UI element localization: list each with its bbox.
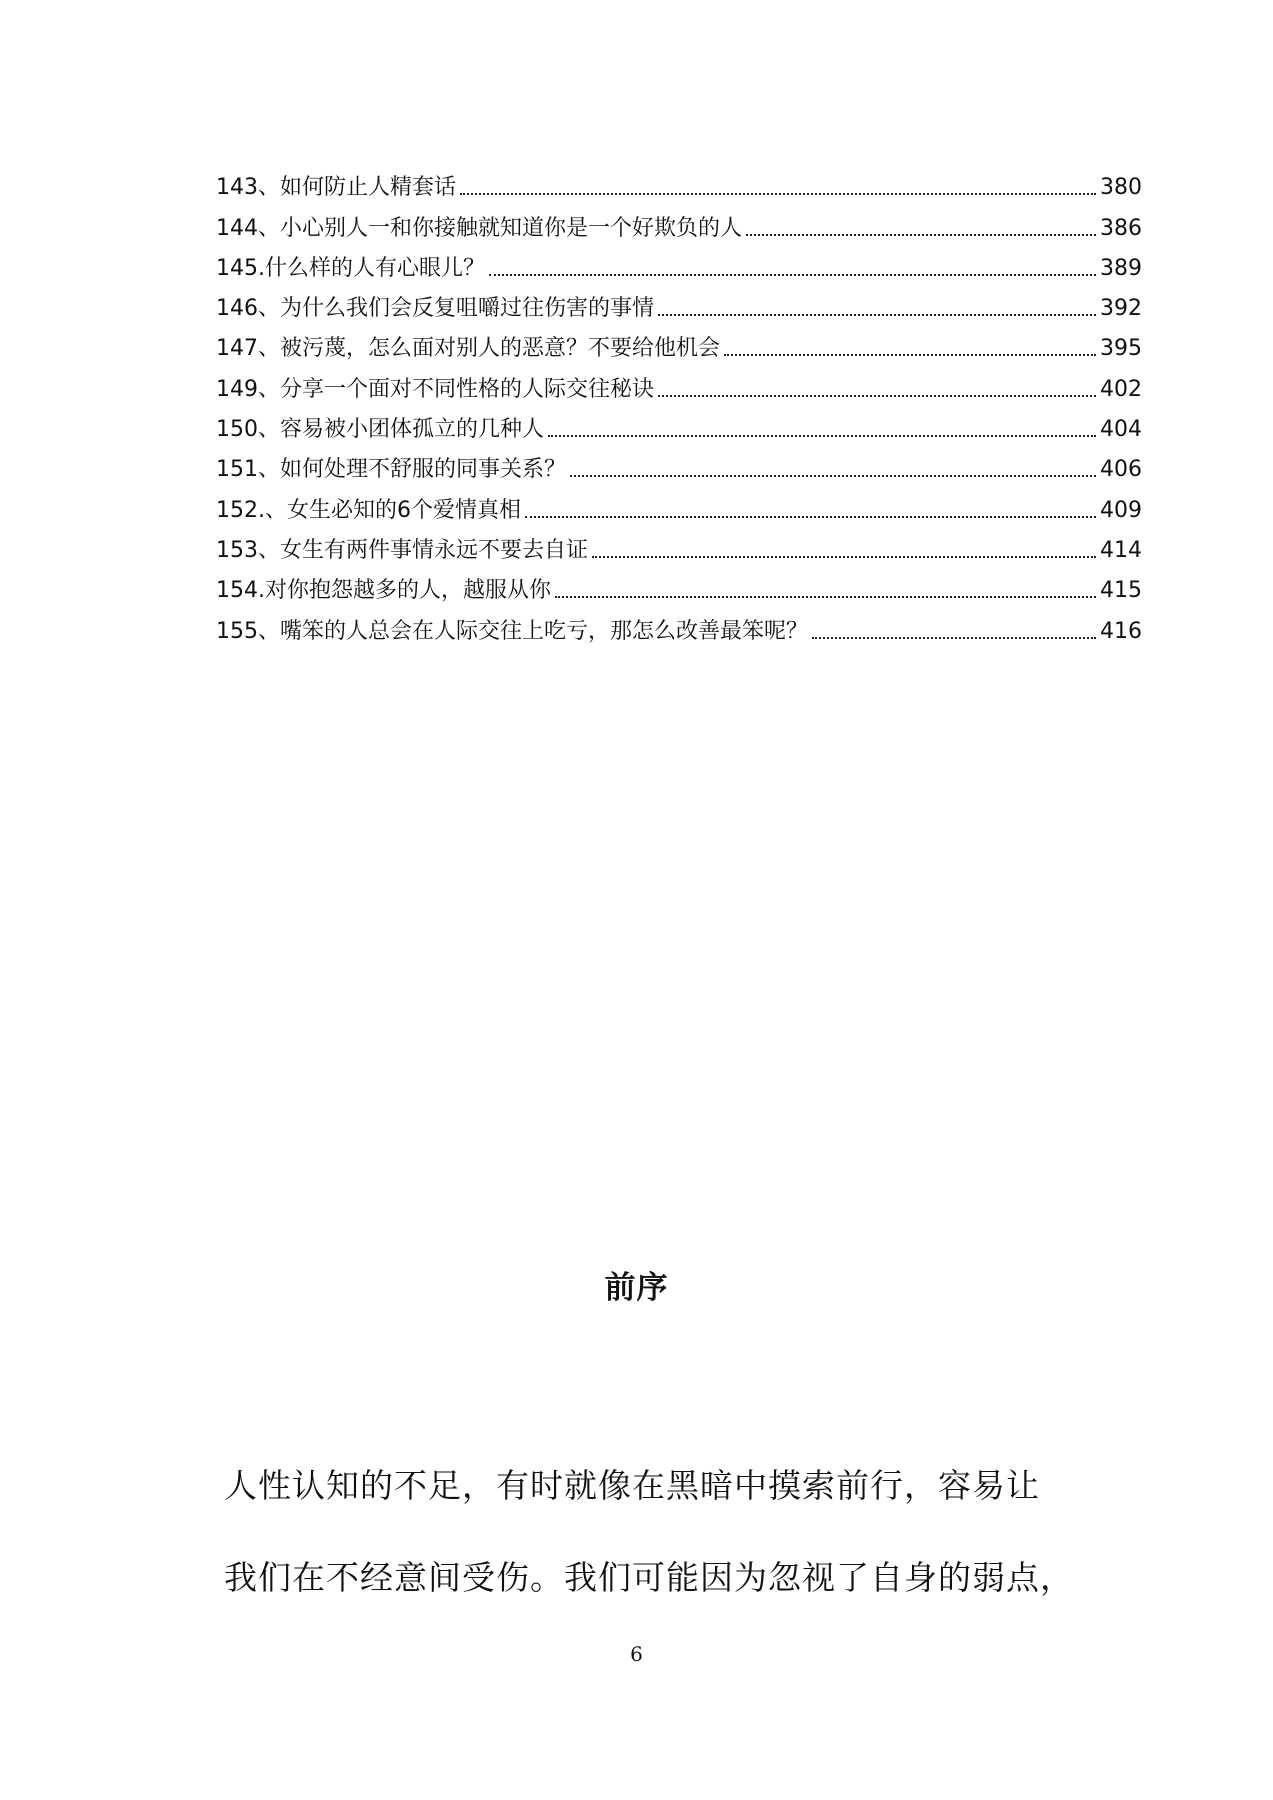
preface-body xyxy=(224,1440,1104,1624)
toc-entry-page: 415 xyxy=(1100,578,1142,604)
toc-entry-page: 404 xyxy=(1100,417,1142,443)
toc-entry-title: 144、小心别人一和你接触就知道你是一个好欺负的人 xyxy=(216,215,742,241)
toc-dot-leader xyxy=(746,234,1096,236)
toc-entry-page: 389 xyxy=(1100,255,1142,281)
preface-line: 人性认知的不足，有时就像在黑暗中摸索前行，容易让 xyxy=(224,1466,1040,1505)
toc-entry-title: 149、分享一个面对不同性格的人际交往秘诀 xyxy=(216,376,654,402)
toc-entry-page: 380 xyxy=(1100,175,1142,201)
toc-entry-page: 392 xyxy=(1100,296,1142,322)
preface-heading: 前序 xyxy=(604,1270,669,1306)
toc-dot-leader xyxy=(489,274,1096,276)
toc-entry[interactable] xyxy=(216,484,1142,524)
toc-entry[interactable] xyxy=(216,283,1142,323)
toc-entry[interactable] xyxy=(216,202,1142,242)
page-number: 6 xyxy=(630,1642,643,1666)
toc-dot-leader xyxy=(812,637,1096,639)
toc-entry-title: 152.、女生必知的6个爱情真相 xyxy=(216,497,521,523)
toc-entry[interactable] xyxy=(216,444,1142,484)
toc-entry-title: 150、容易被小团体孤立的几种人 xyxy=(216,417,544,443)
table-of-contents xyxy=(216,162,1142,646)
toc-entry-page: 406 xyxy=(1100,457,1142,483)
toc-entry[interactable] xyxy=(216,565,1142,605)
toc-entry-title: 151、如何处理不舒服的同事关系？ xyxy=(216,457,566,483)
toc-entry-page: 409 xyxy=(1100,497,1142,523)
toc-entry-page: 416 xyxy=(1100,618,1142,644)
toc-entry-title: 153、女生有两件事情永远不要去自证 xyxy=(216,537,588,563)
toc-dot-leader xyxy=(592,556,1096,558)
toc-entry[interactable] xyxy=(216,525,1142,565)
toc-entry-title: 145.什么样的人有心眼儿？ xyxy=(216,255,485,281)
toc-dot-leader xyxy=(525,516,1096,518)
toc-dot-leader xyxy=(460,193,1096,195)
toc-entry-title: 147、被污蔑，怎么面对别人的恶意？不要给他机会 xyxy=(216,336,720,362)
toc-dot-leader xyxy=(548,435,1096,437)
preface-line: 我们在不经意间受伤。我们可能因为忽视了自身的弱点， xyxy=(224,1558,1074,1597)
toc-dot-leader xyxy=(724,354,1096,356)
toc-entry-title: 143、如何防止人精套话 xyxy=(216,175,456,201)
toc-dot-leader xyxy=(555,596,1096,598)
toc-entry-title: 154.对你抱怨越多的人，越服从你 xyxy=(216,578,551,604)
toc-entry-page: 414 xyxy=(1100,537,1142,563)
toc-entry-title: 155、嘴笨的人总会在人际交往上吃亏，那怎么改善最笨呢？ xyxy=(216,618,808,644)
toc-entry[interactable] xyxy=(216,323,1142,363)
toc-entry[interactable] xyxy=(216,243,1142,283)
toc-dot-leader xyxy=(658,314,1096,316)
toc-entry-page: 386 xyxy=(1100,215,1142,241)
toc-dot-leader xyxy=(658,395,1096,397)
toc-entry[interactable] xyxy=(216,363,1142,403)
toc-entry-title: 146、为什么我们会反复咀嚼过往伤害的事情 xyxy=(216,296,654,322)
toc-entry-page: 395 xyxy=(1100,336,1142,362)
toc-entry[interactable] xyxy=(216,404,1142,444)
toc-entry[interactable] xyxy=(216,162,1142,202)
toc-entry[interactable] xyxy=(216,605,1142,645)
toc-entry-page: 402 xyxy=(1100,376,1142,402)
toc-dot-leader xyxy=(570,475,1096,477)
